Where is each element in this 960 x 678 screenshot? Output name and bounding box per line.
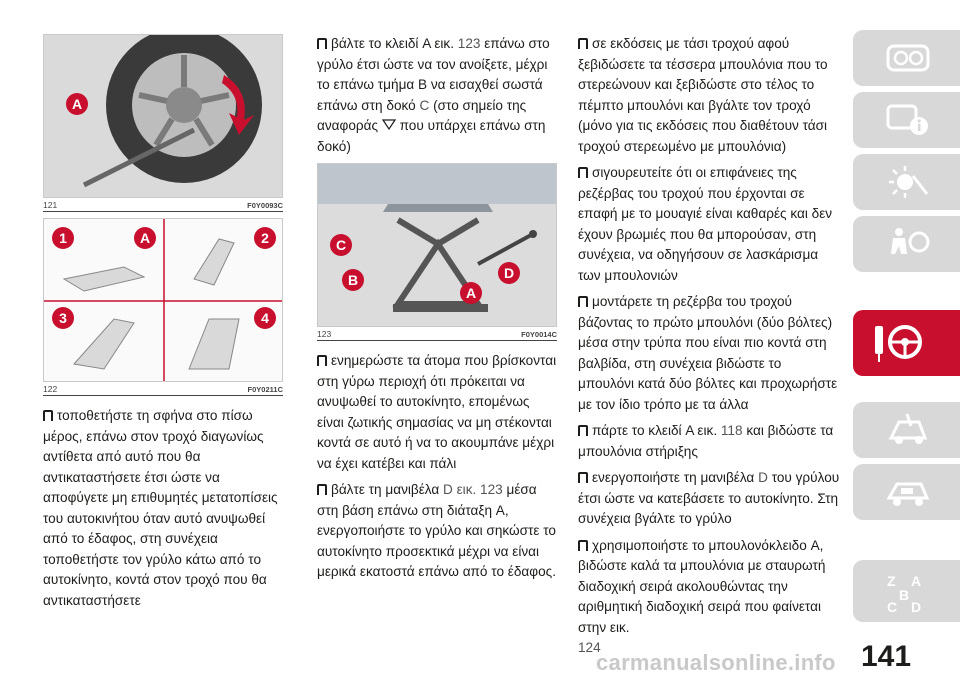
checkbox-bullet-icon bbox=[317, 38, 327, 49]
tab-dashboard[interactable] bbox=[853, 30, 960, 86]
checkbox-bullet-icon bbox=[578, 167, 588, 178]
wedge-steps-illustration bbox=[44, 219, 283, 382]
tab-emergency[interactable] bbox=[853, 310, 960, 376]
steering-wheel-icon bbox=[873, 320, 923, 366]
label-a-badge: A bbox=[134, 227, 156, 249]
step-2-badge: 2 bbox=[254, 227, 276, 249]
info-icon bbox=[885, 102, 931, 138]
step-4-badge: 4 bbox=[254, 307, 276, 329]
checkbox-bullet-icon bbox=[578, 296, 588, 307]
figure-121-caption bbox=[43, 198, 283, 212]
svg-text:A: A bbox=[911, 573, 922, 589]
paragraph: μοντάρετε τη ρεζέρβα του τροχού βάζοντας το πρώτο μπουλόνι (δύο βόλτες) μέσα στην τρύπα που είναι πιο κοντά στη βαλβίδα, στη συνέχεια βιδώστε το μπουλόνι κατά δύο βόλτες και προχωρήστε με τον ίδιο τρόπο με τα άλλα bbox=[578, 294, 838, 412]
label-b-badge: B bbox=[342, 269, 364, 291]
checkbox-bullet-icon bbox=[43, 410, 53, 421]
tab-info[interactable] bbox=[853, 92, 960, 148]
tab-index[interactable] bbox=[853, 560, 960, 622]
checkbox-bullet-icon bbox=[578, 540, 588, 551]
paragraph: πάρτε το κλειδί A εικ. 118 και βιδώστε τα μπουλόνια στήριξης bbox=[578, 423, 834, 459]
svg-text:Z: Z bbox=[887, 573, 896, 589]
index-icon bbox=[885, 570, 931, 614]
wheel-wrench-illustration bbox=[44, 35, 283, 198]
checkbox-bullet-icon bbox=[578, 38, 588, 49]
airbag-icon bbox=[885, 226, 931, 262]
tab-safety[interactable] bbox=[853, 216, 960, 272]
tech-data-icon bbox=[885, 474, 931, 510]
figure-ref[interactable]: 118 bbox=[720, 423, 743, 438]
svg-text:B: B bbox=[899, 587, 910, 603]
figure-122 bbox=[43, 218, 283, 382]
label-d-badge: D bbox=[498, 262, 520, 284]
checkbox-bullet-icon bbox=[317, 484, 327, 495]
chapter-sidebar bbox=[853, 30, 960, 678]
label-a-badge: A bbox=[460, 282, 482, 304]
figure-122-caption bbox=[43, 382, 283, 396]
tab-maintenance[interactable] bbox=[853, 402, 960, 458]
checkbox-bullet-icon bbox=[578, 425, 588, 436]
figure-number: 121 bbox=[43, 200, 58, 210]
label-a-badge: A bbox=[66, 93, 88, 115]
paragraph: τοποθετήστε τη σφήνα στο πίσω μέρος, επάνω στον τροχό διαγωνίως αντίθετα από αυτό που θα αντικαταστήσετε έτσι ώστε να αποφύγετε μη επιθυμητές μετατοπίσεις του αυτοκινήτου όταν αυτό ανυψωθεί από το έδαφος, στη συνέχεια τοποθετήστε τον γρύλο κάτω από το αυτοκίνητο, κοντά στον τροχό που θα αντικαταστήσετε bbox=[43, 408, 278, 608]
watermark: carmanualsonline.info bbox=[596, 650, 836, 675]
paragraph: βάλτε το κλειδί A εικ. 123 επάνω στο γρύλο έτσι ώστε να τον ανοίξετε, μέχρι το επάνω τμήμα B να εισαχθεί σωστά επάνω στη δοκό C (στο σημείο της αναφοράς που υπάρχει επάνω στη δοκό) bbox=[317, 36, 550, 154]
paragraph: βάλτε τη μανιβέλα D εικ. 123 μέσα στη βάση επάνω στη διάταξη A, ενεργοποιήστε το γρύλο και σηκώστε το αυτοκίνητο προσεκτικά μέχρι να είναι μερικά εκατοστά επάνω από το έδαφος. bbox=[317, 482, 556, 579]
svg-text:D: D bbox=[911, 599, 922, 614]
column-1 bbox=[43, 34, 283, 617]
jack-illustration bbox=[318, 164, 557, 327]
figure-123-caption bbox=[317, 327, 557, 341]
lights-icon bbox=[885, 164, 931, 200]
figure-ref[interactable]: 123 bbox=[480, 482, 503, 497]
figure-ref[interactable]: 123 bbox=[457, 36, 481, 51]
svg-text:C: C bbox=[887, 599, 898, 614]
dashboard-icon bbox=[885, 40, 931, 76]
paragraph: ενεργοποιήστε τη μανιβέλα D του γρύλου έτσι ώστε να κατεβάσετε το αυτοκίνητο. Στη συνέχεια βγάλτε το γρύλο bbox=[578, 470, 840, 526]
step-1-badge: 1 bbox=[52, 227, 74, 249]
column-2 bbox=[317, 34, 557, 589]
reference-triangle-icon bbox=[382, 119, 396, 130]
figure-code: F0Y0211C bbox=[247, 385, 283, 394]
page-number: 141 bbox=[861, 640, 912, 673]
figure-number: 122 bbox=[43, 384, 58, 394]
checkbox-bullet-icon bbox=[578, 472, 588, 483]
figure-code: F0Y0014C bbox=[521, 330, 557, 339]
paragraph: ενημερώστε τα άτομα που βρίσκονται στη γύρω περιοχή ότι πρόκειται να ανυψωθεί το αυτοκίνητο, επομένως είναι ζωτικής σημασίας να μη στέκονται κοντά σε αυτό ή να το ακουμπάνε μέχρι να έχει κατέβει και πάλι bbox=[317, 353, 557, 471]
paragraph: σιγουρευτείτε ότι οι επιφάνειες της ρεζέρβας του τροχού που έρχονται σε επαφή με το μουαγιέ είναι καθαρές και δεν έχουν βρωμιές που θα μπορούσαν, στη συνέχεια, να οδηγήσουν σε λασκάρισμα των μπουλονιών bbox=[578, 165, 833, 283]
label-c-badge: C bbox=[330, 234, 352, 256]
paragraph: σε εκδόσεις με τάσι τροχού αφού ξεβιδώσετε τα τέσσερα μπουλόνια που το στερεώνουν και ξεβιδώστε στο τέλος το πέμπτο μπουλόνι και βγάλτε τον τροχό (μόνο για τις εκδόσεις που διαθέτουν τάσι τροχού στερεωμένο με μπουλόνια) bbox=[578, 36, 828, 154]
tab-technical-data[interactable] bbox=[853, 464, 960, 520]
figure-123 bbox=[317, 163, 557, 327]
step-3-badge: 3 bbox=[52, 307, 74, 329]
figure-number: 123 bbox=[317, 329, 332, 339]
tab-lights[interactable] bbox=[853, 154, 960, 210]
figure-ref[interactable]: 124 bbox=[578, 640, 601, 655]
maintenance-icon bbox=[885, 412, 931, 448]
figure-code: F0Y0093C bbox=[247, 201, 283, 210]
paragraph: χρησιμοποιήστε το μπουλονόκλειδο A, βιδώστε καλά τα μπουλόνια με σταυρωτή διαδοχική σειρά ακολουθώντας την αριθμητική διαδοχική σειρά που φαίνεται στην εικ. 124 bbox=[578, 536, 840, 659]
figure-121 bbox=[43, 34, 283, 198]
checkbox-bullet-icon bbox=[317, 355, 327, 366]
column-3 bbox=[578, 34, 840, 665]
